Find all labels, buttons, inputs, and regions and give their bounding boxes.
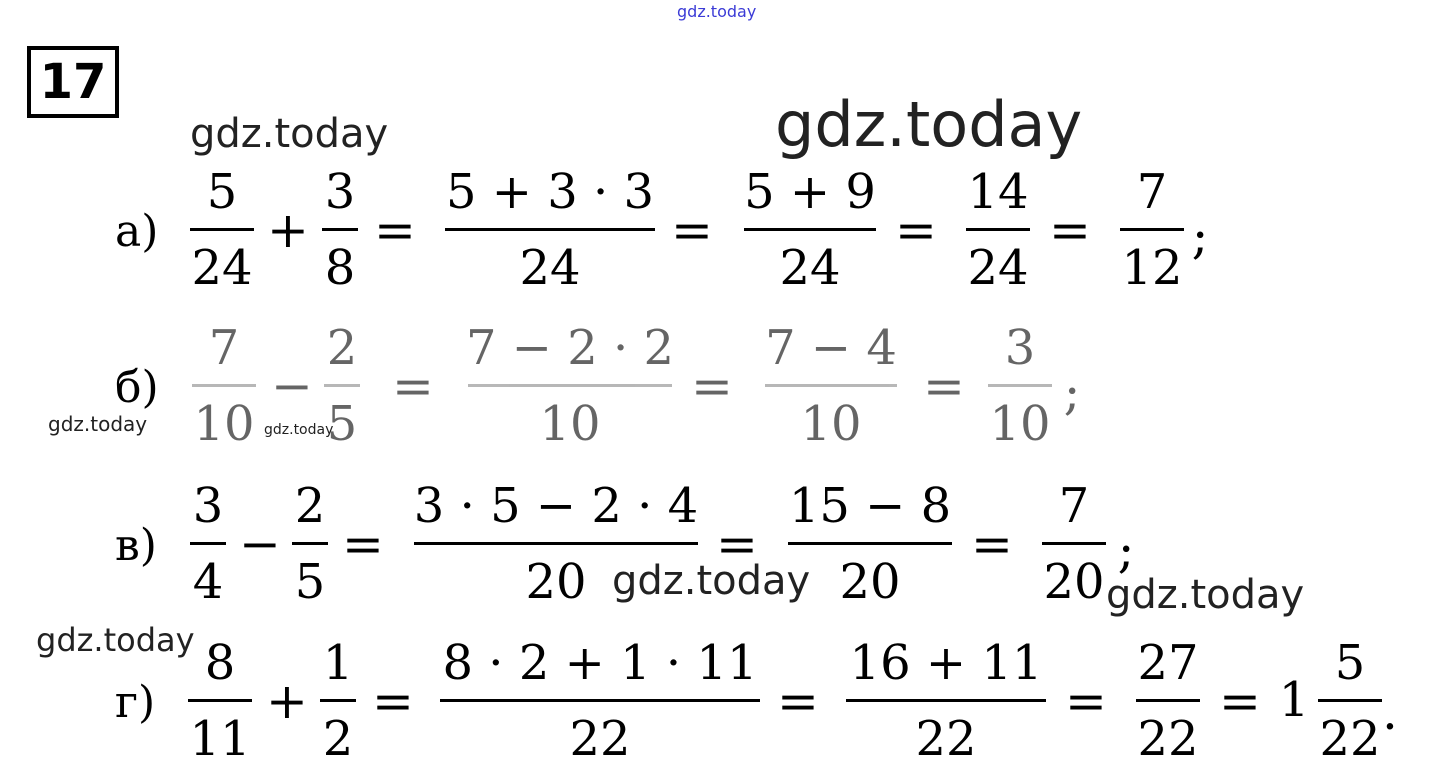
- numerator: 5 + 3 · 3: [445, 164, 655, 220]
- denominator: 22: [915, 711, 977, 767]
- numerator: 15 − 8: [788, 478, 952, 534]
- numerator: 1: [322, 635, 354, 691]
- denominator: 12: [1121, 240, 1183, 296]
- end-punctuation: ;: [1117, 521, 1135, 579]
- denominator: 4: [192, 554, 224, 610]
- denominator: 10: [800, 396, 862, 452]
- fraction-bar: [190, 228, 254, 231]
- denominator: 8: [324, 240, 356, 296]
- equals-sign: =: [971, 515, 1013, 573]
- watermark: gdz.today: [612, 558, 811, 604]
- equals-sign: =: [1049, 201, 1091, 259]
- equals-sign: =: [895, 201, 937, 259]
- equals-sign: =: [342, 515, 384, 573]
- fraction-bar: [440, 699, 760, 702]
- watermark: gdz.today: [677, 2, 757, 21]
- equals-sign: =: [392, 357, 434, 415]
- denominator: 20: [525, 554, 587, 610]
- watermark: gdz.today: [264, 422, 334, 438]
- denominator: 20: [839, 554, 901, 610]
- numerator: 3: [192, 478, 224, 534]
- operator: −: [271, 357, 313, 415]
- operator: +: [267, 201, 309, 259]
- item-label: г): [115, 677, 156, 728]
- numerator: 2: [294, 478, 326, 534]
- fraction-bar: [445, 228, 655, 231]
- denominator: 5: [294, 554, 326, 610]
- denominator: 24: [191, 240, 253, 296]
- fraction-bar: [788, 542, 952, 545]
- item-label: в): [115, 520, 157, 571]
- item-label: б): [115, 362, 159, 413]
- end-punctuation: ;: [1191, 207, 1209, 265]
- fraction-bar: [1318, 699, 1382, 702]
- numerator: 3 · 5 − 2 · 4: [413, 478, 699, 534]
- numerator: 8: [204, 635, 236, 691]
- denominator: 24: [779, 240, 841, 296]
- fraction-bar: [324, 384, 360, 387]
- equals-sign: =: [716, 515, 758, 573]
- equals-sign: =: [374, 201, 416, 259]
- denominator: 24: [967, 240, 1029, 296]
- fraction-bar: [292, 542, 328, 545]
- fraction-bar: [414, 542, 698, 545]
- denominator: 5: [326, 396, 358, 452]
- numerator: 14: [967, 164, 1029, 220]
- fraction-bar: [320, 699, 356, 702]
- denominator: 10: [539, 396, 601, 452]
- watermark: gdz.today: [48, 412, 148, 436]
- numerator: 5 + 9: [744, 164, 876, 220]
- denominator: 22: [1137, 711, 1199, 767]
- operator: −: [239, 515, 281, 573]
- denominator: 10: [989, 396, 1051, 452]
- numerator: 16 + 11: [849, 635, 1043, 691]
- equals-sign: =: [1219, 672, 1261, 730]
- numerator: 7 − 2 · 2: [465, 320, 675, 376]
- numerator: 3: [324, 164, 356, 220]
- numerator: 7: [1136, 164, 1168, 220]
- end-punctuation: ;: [1063, 363, 1081, 421]
- fraction-bar: [966, 228, 1030, 231]
- fraction-bar: [468, 384, 672, 387]
- denominator: 11: [189, 711, 251, 767]
- watermark: gdz.today: [36, 621, 195, 659]
- numerator: 8 · 2 + 1 · 11: [442, 635, 758, 691]
- equals-sign: =: [691, 357, 733, 415]
- numerator: 7 − 4: [765, 320, 897, 376]
- equals-sign: =: [1065, 672, 1107, 730]
- equals-sign: =: [923, 357, 965, 415]
- numerator: 7: [1058, 478, 1090, 534]
- operator: +: [266, 672, 308, 730]
- numerator: 3: [1004, 320, 1036, 376]
- fraction-bar: [744, 228, 876, 231]
- fraction-bar: [1120, 228, 1184, 231]
- denominator: 2: [322, 711, 354, 767]
- denominator: 22: [1319, 711, 1381, 767]
- fraction-bar: [1136, 699, 1200, 702]
- fraction-bar: [192, 384, 256, 387]
- fraction-bar: [322, 228, 358, 231]
- numerator: 5: [1334, 635, 1366, 691]
- numerator: 7: [208, 320, 240, 376]
- fraction-bar: [188, 699, 252, 702]
- fraction-bar: [190, 542, 226, 545]
- numerator: 27: [1137, 635, 1199, 691]
- denominator: 24: [519, 240, 581, 296]
- denominator: 10: [193, 396, 255, 452]
- denominator: 20: [1043, 554, 1105, 610]
- fraction-bar: [846, 699, 1046, 702]
- equals-sign: =: [671, 201, 713, 259]
- watermark: gdz.today: [190, 111, 389, 157]
- problem-number: 17: [27, 46, 119, 118]
- end-punctuation: .: [1382, 683, 1398, 741]
- equals-sign: =: [777, 672, 819, 730]
- watermark: gdz.today: [775, 88, 1083, 161]
- numerator: 2: [326, 320, 358, 376]
- numerator: 5: [206, 164, 238, 220]
- watermark: gdz.today: [1106, 572, 1305, 618]
- fraction-bar: [1042, 542, 1106, 545]
- equals-sign: =: [372, 672, 414, 730]
- fraction-bar: [988, 384, 1052, 387]
- item-label: а): [115, 206, 159, 257]
- denominator: 22: [569, 711, 631, 767]
- whole-part: 1: [1278, 672, 1310, 728]
- fraction-bar: [765, 384, 897, 387]
